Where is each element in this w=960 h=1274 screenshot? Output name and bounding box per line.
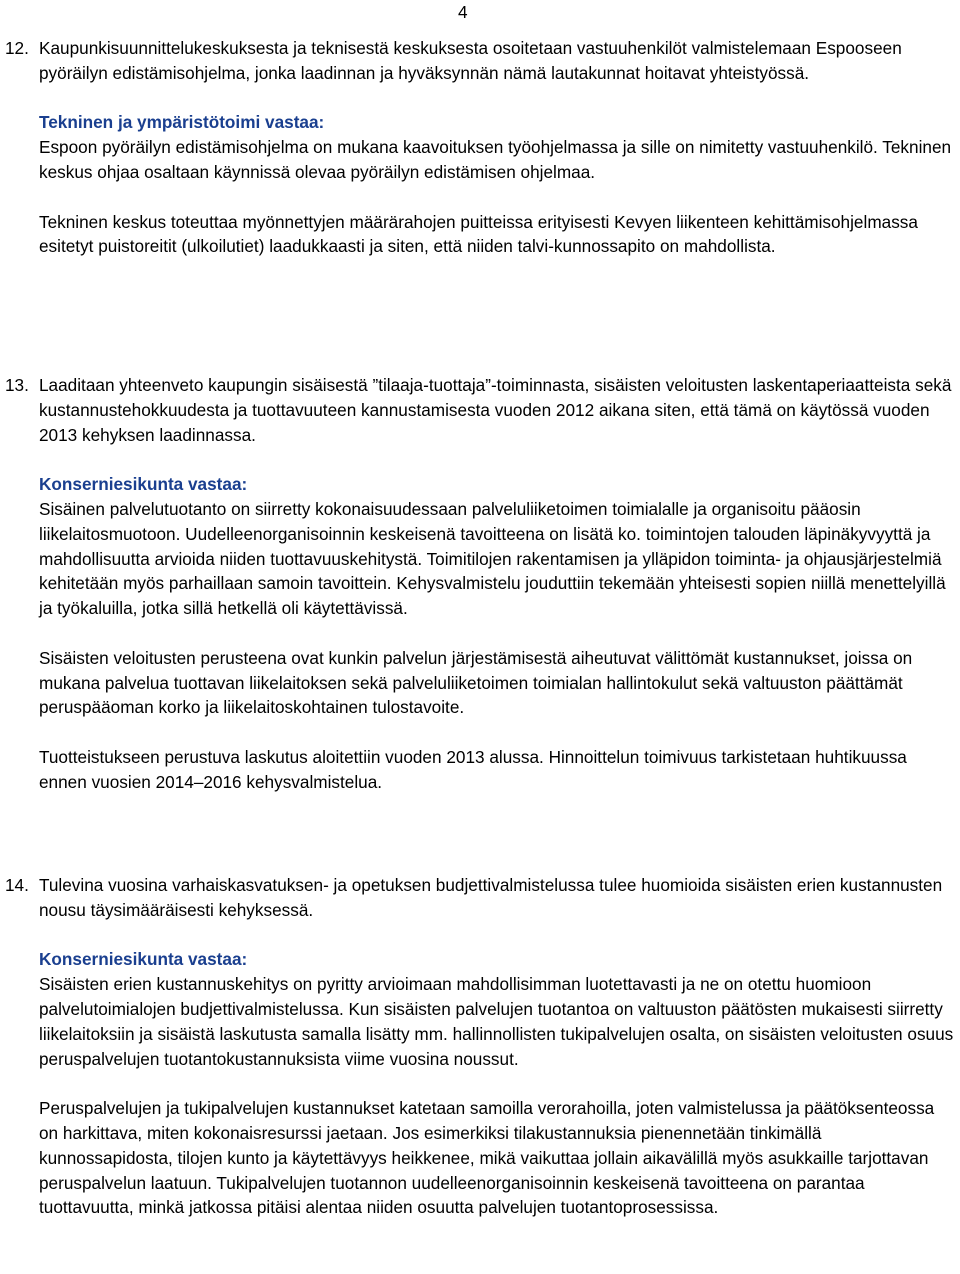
response-paragraph: Sisäinen palvelutuotanto on siirretty kokonaisuudessaan palveluliiketoimen toimialalle ja organisoitu pääosin liikelaitosmuotoon. Uudelleenorganisoinnin keskeisenä tavoitteena on lisätä ko. toimintojen talouden läpinäkyvyyttä ja mahdollisuutta arvioida niiden tuottavuuskehitystä. Toimitilojen rakentamisen ja ylläpidon toiminta- ja ohjausjärjestelmiä kehitetään myös parhaillaan samoin tavoittein. Kehysvalmistelu jouduttiin tekemään yhteisesti sopien niillä menettelyillä ja työkaluilla, jotka sillä hetkellä oli käytettävissä. (39, 498, 946, 619)
response-heading: Konserniesikunta vastaa: (39, 474, 248, 495)
item-number: 12. (5, 38, 29, 58)
item-12 (0, 36, 960, 259)
response-paragraph: Tekninen keskus toteuttaa myönnettyjen määrärahojen puitteissa erityisesti Kevyen liikenteen kehittämisohjelmassa esitetyt puistoreitit (ulkoilutiet) laadukkaasti ja siten, että niiden talvi-kunnossapito on mahdollista. (39, 211, 918, 257)
item-intro: Tulevina vuosina varhaiskasvatuksen- ja opetuksen budjettivalmistelussa tulee huomioida sisäisten erien kustannusten nousu täysimääräisesti kehyksessä. (39, 875, 943, 920)
response-paragraph: Espoon pyöräilyn edistämisohjelma on mukana kaavoituksen työohjelmassa ja sille on nimitetty vastuuhenkilö. Tekninen keskus ohjaa osaltaan käynnissä olevaa pyöräilyn edistämisen ohjelmaa. (39, 137, 952, 182)
page-number: 4 (458, 2, 468, 22)
response-heading: Konserniesikunta vastaa: (39, 949, 248, 970)
item-number: 13. (5, 375, 29, 395)
item-13 (0, 373, 960, 795)
item-number: 14. (5, 875, 29, 895)
response-paragraph: Peruspalvelujen ja tukipalvelujen kustannukset katetaan samoilla verorahoilla, joten valmistelussa ja päätöksenteossa on harkittava, miten kokonaisresurssi jaetaan. Jos esimerkiksi tilakustannuksia pienennetään tinkimällä kunnossapidosta, tilojen kunto ja käytettävyys heikkenee, mikä vaikuttaa jollain aikavälillä myös asukkaille tarjottavan peruspalvelun laatuun. Tukipalvelujen tuotannon uudelleenorganisoinnin keskeisenä tavoitteena on parantaa tuottavuutta, minkä jatkossa pitäisi alentaa niiden osuutta palvelujen tuotantoprosessissa. (39, 1098, 935, 1218)
response-heading: Tekninen ja ympäristötoimi vastaa: (39, 112, 325, 133)
response-paragraph: Tuotteistukseen perustuva laskutus aloitettiin vuoden 2013 alussa. Hinnoittelun toimivuus tarkistetaan huhtikuussa ennen vuosien 2014–2016 kehysvalmistelua. (39, 746, 907, 792)
item-intro: Kaupunkisuunnittelukeskuksesta ja teknisestä keskuksesta osoitetaan vastuuhenkilöt valmistelemaan Espooseen pyöräilyn edistämisohjelma, jonka laadinnan ja hyväksynnän nämä lautakunnat hoitavat yhteistyössä. (39, 38, 902, 83)
item-intro: Laaditaan yhteenveto kaupungin sisäisestä ”tilaaja-tuottaja”-toiminnasta, sisäisten veloitusten laskentaperiaatteista sekä kustannustehokkuudesta ja tuottavuuteen kannustamisesta vuoden 2012 aikana siten, että tämä on käytössä vuoden 2013 kehyksen laadinnassa. (39, 375, 952, 445)
response-paragraph: Sisäisten erien kustannuskehitys on pyritty arvioimaan mahdollisimman luotettavasti ja ne on otettu huomioon palvelutoimialojen budjettivalmistelussa. Kun sisäisten palvelujen tuotantoa on valtuuston päätösten mukaisesti siirretty liikelaitoksiin ja sisäistä laskutusta samalla lisätty mm. hallinnollisten tukipalvelujen osalta, on sisäisten veloitusten osuus peruspalvelujen tuotantokustannuksista viime vuosina noussut. (39, 974, 954, 1069)
item-14 (0, 873, 960, 1220)
response-paragraph: Sisäisten veloitusten perusteena ovat kunkin palvelun järjestämisestä aiheutuvat välittömät kustannukset, joissa on mukana palvelua tuottavan liikelaitoksen sekä palveluliiketoimen toimialan hallintokulut sekä valtuuston päättämät peruspääoman korko ja liikelaitoskohtainen tulostavoite. (39, 647, 913, 718)
